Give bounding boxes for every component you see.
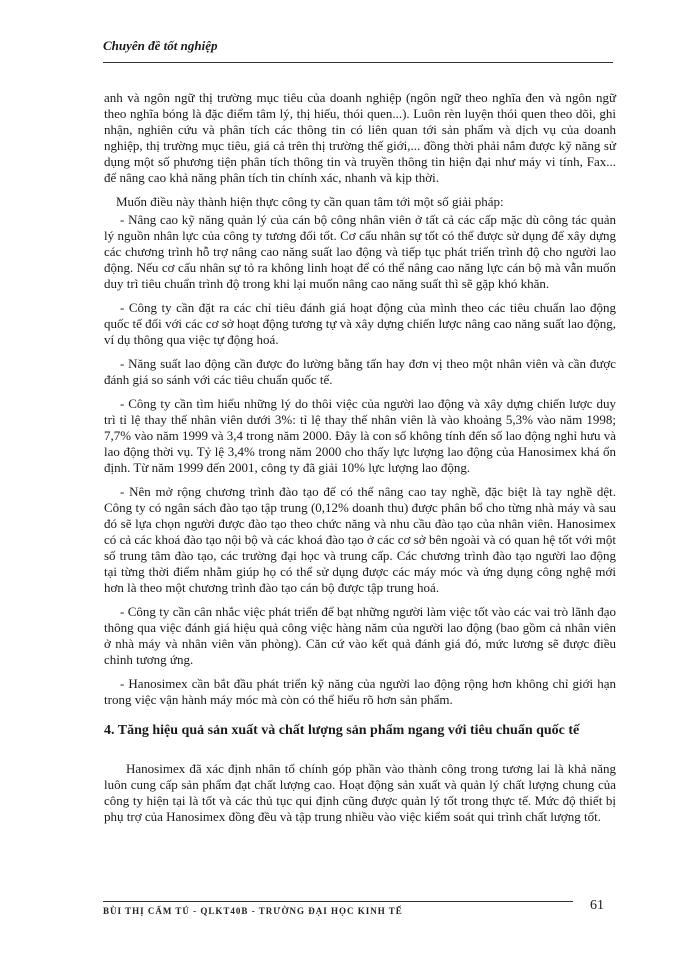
bullet-paragraph: - Nên mở rộng chương trình đào tạo để có thể nâng cao tay nghề, đặc biệt là tay nghề dệt. Công ty có ngân sách đào tạo tập trung (0,12% doanh thu) được phân bổ cho từng nhà máy và sau đó sẽ lựa chọn người được đào tạo theo chức năng và nhu cầu đào tạo của nhân viên. Hanosimex có cả các khoá đào tạo nội bộ và các khoá đào tạo ở các cơ sở bên ngoài và có quan hệ tốt với một số trung tâm đào tạo, các trường đại học và trung cấp. Các chương trình đào tạo người lao động tại từng thời điểm nhằm giúp họ có thể sử dụng được các máy móc và ứng dụng công nghệ mới hơn là theo một chương trình đào tạo cán bộ được tập trung hoá. [104, 484, 616, 595]
bullet-paragraph: - Hanosimex cần bắt đầu phát triển kỹ năng của người lao động rộng hơn không chỉ giới hạn trong việc vận hành máy móc mà còn có thể hiểu rõ hơn sản phẩm. [104, 676, 616, 707]
header-title: Chuyên đề tốt nghiệp [103, 38, 218, 53]
section-heading: 4. Tăng hiệu quả sản xuất và chất lượng sản phẩm ngang với tiêu chuẩn quốc tế [104, 723, 580, 738]
footer-author-text: BÙI THỊ CẨM TÚ - QLKT40B - TRƯỜNG ĐẠI HỌC KINH TẾ [103, 906, 403, 916]
page-number: 61 [590, 898, 604, 913]
bullet-paragraph: - Công ty cần cân nhắc việc phát triển để bạt những người làm việc tốt vào các vai trò lãnh đạo thông qua việc đánh giá hiệu quả công việc hàng năm của người lao động (bao gồm cả nhân viên ở nhà máy và nhân viên văn phòng). Căn cứ vào kết quả đánh giá đó, mức lương sẽ được điều chỉnh tương ứng. [104, 604, 616, 667]
header-rule [103, 62, 613, 63]
paragraph-closing: Hanosimex đã xác định nhân tố chính góp phần vào thành công trong tương lai là khả năng luôn cung cấp sản phẩm đạt chất lượng cao. Hoạt động sản xuất và quản lý chất lượng chung của công ty hiện tại là tốt và các thủ tục qui định cũng được quản lý tốt trong thực tế. Mức độ thiết bị phụ trợ của Hanosimex đồng đều và tập trung nhiều vào việc kiểm soát qui trình chất lượng tốt. [104, 761, 616, 824]
footer-rule [103, 901, 573, 902]
document-body [104, 90, 616, 833]
bullet-paragraph: - Năng suất lao động cần được đo lường bằng tấn hay đơn vị theo một nhân viên và cần được đánh giá so sánh với các tiêu chuẩn quốc tế. [104, 356, 616, 387]
bullet-paragraph: - Công ty cần đặt ra các chỉ tiêu đánh giá hoạt động của mình theo các tiêu chuẩn lao động quốc tế đối với các cơ sở hoạt động tương tự và xây dựng chiến lược nâng cao năng suất lao động, ví dụ thông qua việc tự động hoá. [104, 300, 616, 347]
bullet-paragraph: - Công ty cần tìm hiểu những lý do thôi việc của người lao động và xây dựng chiến lược duy trì tỉ lệ thay thế nhân viên dưới 3%: tỉ lệ thay thế nhân viên là vào khoảng 5,3% vào năm 1998; 7,7% vào năm 1999 và 3,4 trong năm 2000. Đây là con số không tính đến số lao động nghỉ hưu và lao động thời vụ. Tỷ lệ 3,4% trong năm 2000 cho thấy lực lượng lao động của Hanosimex khá ổn định. Từ năm 1999 đến 2001, công ty đã giải 10% lực lượng lao động. [104, 396, 616, 475]
paragraph-intro: Muốn điều này thành hiện thực công ty cần quan tâm tới một số giải pháp: [116, 194, 504, 209]
paragraph-continuation: anh và ngôn ngữ thị trường mục tiêu của doanh nghiệp (ngôn ngữ theo nghĩa đen và ngôn ngữ theo nghĩa bóng là đặc điểm tâm lý, thị hiếu, thói quen...). Luôn rèn luyện thói quen theo dõi, ghi nhận, nghiên cứu và phân tích các thông tin có liên quan tới sản phẩm và dịch vụ của doanh nghiệp, thị trường mục tiêu, giá cả trên thị trường thế giới,... đồng thời phải nắm được kỹ năng sử dụng một số phương tiện phân tích thông tin và truyền thông tin hiện đại như máy vi tính, Fax... để nâng cao khả năng phân tích tin chính xác, nhanh và kịp thời. [104, 90, 616, 185]
bullet-paragraph: - Nâng cao kỹ năng quản lý của cán bộ công nhân viên ở tất cả các cấp mặc dù công tác quản lý nguồn nhân lực của công ty tương đối tốt. Cơ cấu nhân sự tốt có thể được sử dụng để xây dựng các chương trình hỗ trợ nâng cao năng suất lao động và tiếp tục phát triển trình độ cho người lao động. Nếu cơ cấu nhân sự tỏ ra không linh hoạt để có thể nâng cao năng lực cán bộ mà vẫn muốn duy trì tiêu chuẩn trình độ trong khi lại muốn nâng cao năng suất thì sẽ gặp khó khăn. [104, 212, 616, 291]
